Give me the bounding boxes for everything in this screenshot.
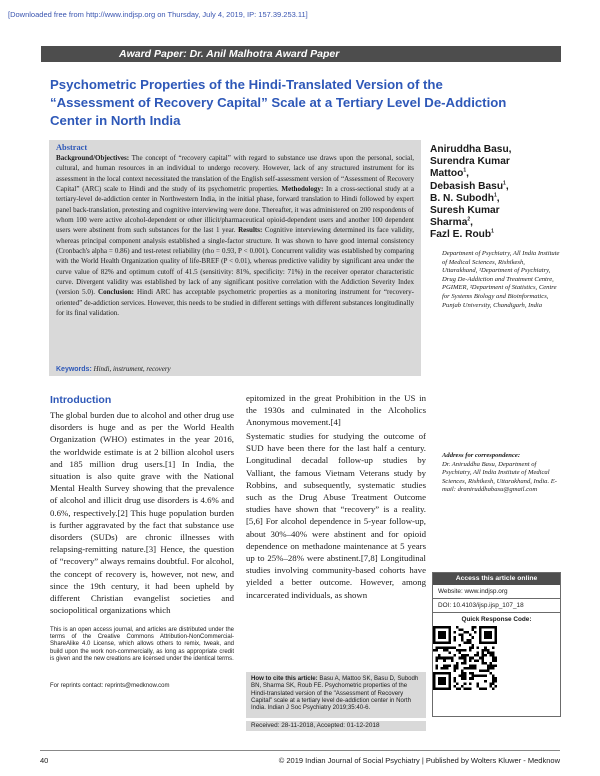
author-line: Suresh Kumar: [430, 205, 500, 217]
abstract-results: Cognitive interviewing determined its face validity, whereas principal component analysis established a single-factor structure. It was shown to have good internal consistency (Cronbach's alpha = 0.86) and test-retest reliability (rho = 0.93, P < 0.001). Concurrent validity was established by comparing with the World Health Organization quality of life-BREF (P < 0.01), whereas predictive validity by significant area under the curve value of 82% and optimum cutoff of 41.5 (sensitivity: 81%, specificity: 71%) in the receiver operator characteristic curve. Divergent validity was established by lack of any significant positive correlation with the Addiction Severity Index (version 5.0).: [56, 226, 414, 297]
footer-divider: [40, 750, 560, 751]
cite-label: How to cite this article:: [251, 675, 318, 682]
abstract-bg-label: Background/Objectives:: [56, 154, 130, 162]
intro-col1-text: The global burden due to alcohol and other drug use disorders is huge and as per the World Health Organization (WHO) estimates in the year 2016, the worldwide estimate is at 2 billion alcohol users and 185 million drug users.[1] In India, the situation is also quite grave with the National Mental Health Survey showing that the prevalence of alcohol and illicit drug use disorders is 4.6% and 0.6%, respectively.[2] This huge population burden is further aggravated by the fact that substance use disorders (SUDs) are chronic illnesses with relapsing-remitting nature.[3] Hence, the question of “recovery” always remains doubtful. For alcohol, the concept of recovery is, however, not new, and since the 19th century, it had been upheld by different Christian evangelist societies and sociopolitical organizations which: [50, 410, 234, 616]
author-line: Fazl E. Roub$^1$: [430, 229, 494, 241]
qr-label: Quick Response Code:: [461, 616, 532, 623]
award-banner: Award Paper: Dr. Anil Malhotra Award Paper: [41, 46, 561, 62]
abstract-bg: The concept of “recovery capital” with regard to substance use draws upon the personal, social, cultural, and human resources in an individual to undergo recovery. However, lack of any structured instrument for its assessment in the local context necessitated the translation of the English self-assessment version of “Assessment of Recovery Capital” (ARC) scale to Hindi and the study of its psychometric properties.: [56, 154, 414, 194]
license-text: This is an open access journal, and articles are distributed under the terms of the Creative Commons Attribution-NonCommercial-ShareAlike 4.0 License, which allows others to remix, tweak, and build upon the work non-commercially, as long as appropriate credit is given and the new creations are licensed under the identical terms.: [50, 627, 234, 662]
keywords-label: Keywords:: [56, 366, 92, 373]
abstract-method: In a cross-sectional study at a tertiary-level de-addiction center in Northwestern India, in the initial phase, forward translation to Hindi followed by expert panel back-translation, pretesting and cognitive interviewing were done. Thereafter, it was administered on 200 respondents of whom 100 were active alcohol-dependent or other illicit/pharmaceutical opioid-dependent users and another 100 dependent users were abstinent from such substances for the last 1 year.: [56, 185, 414, 235]
correspondence-text: Dr. Aniruddha Basu, Department of Psychiatry, All India Institute of Medical Sciences, Rishikesh, Uttarakhand, India. E-mail: draniruddhabasu@gmail.com: [442, 460, 557, 494]
title-line-2: “Assessment of Recovery Capital” Scale at a Tertiary Level De-Addiction: [50, 95, 507, 110]
author-line: Aniruddha Basu,: [430, 144, 512, 155]
dates: Received: 28-11-2018, Accepted: 01-12-2018: [246, 721, 426, 731]
intro-col2-text: Systematic studies for studying the outcome of SUD have been there for the last half a century. Longitudinal decadal follow-up studies by Valliant, the famous Vietnam Veterans study by Robbins, and subsequently, systematic studies such as the Drug Abuse Treatment Outcome studies have shown that “recovery” is a reality.[5,6] For alcohol dependence in 5-year follow-up, about 30%–40% were abstinent and for opioid dependence on methadone maintenance at 5 years up to 25%–28% were abstinent.[7,8] Longitudinal studies involving community-based cohorts have yielded a better outcome. However, among incarcerated individuals, as shown: [246, 431, 426, 600]
author-line: B. N. Subodh$^1$,: [430, 192, 500, 204]
affiliations: Department of Psychiatry, All India Institute of Medical Sciences, Rishikesh, Uttarakhand, ¹Department of Psychiatry, Drug De-Addiction and Treatment Centre, PGIMER, ²Department of Statistics, Centre for Systems Biology and Bioinformatics, Punjab University, Chandigarh, India: [442, 250, 560, 309]
abstract-heading: Abstract: [56, 143, 88, 152]
abstract-box: [49, 140, 421, 373]
keywords-box: [49, 364, 421, 376]
abstract-conclusion: Hindi ARC has acceptable psychometric properties as a monitoring instrument for “recovery-oriented” de-addiction services. However, this needs to be studied in different settings with different substances longitudinally for its final validation.: [56, 288, 414, 318]
intro-col2-top: epitomized in the great Prohibition in the US in the 1930s and culminated in the Alcoholics Anonymous movement.[4]: [246, 393, 426, 428]
doi-link[interactable]: DOI: 10.4103/ijsp.ijsp_107_18: [433, 599, 560, 613]
title-line-3: Center in North India: [50, 113, 181, 128]
citation-box: [246, 672, 426, 718]
author-line: Surendra Kumar: [430, 156, 510, 168]
author-line: Sharma$^2$,: [430, 216, 473, 229]
download-banner: [Downloaded free from http://www.indjsp.org on Thursday, July 4, 2019, IP: 157.39.253.11]: [8, 10, 308, 19]
author-list: [430, 144, 560, 242]
paper-title: [50, 76, 550, 130]
page-number: 40: [40, 756, 49, 765]
title-line-1: Psychometric Properties of the Hindi-Translated Version of the: [50, 77, 443, 92]
intro-heading: Introduction: [50, 394, 112, 406]
abstract-results-label: Results:: [238, 226, 263, 235]
keywords: Hindi, instrument, recovery: [91, 365, 171, 373]
cite-text: Basu A, Mattoo SK, Basu D, Subodh BN, Sharma SK, Roub FE. Psychometric properties of the Hindi-translated version of the "Assessment of Recovery Capital" scale at a tertiary level de-addiction center in North India. Indian J Soc Psychiatry 2019;35:40-6.: [251, 675, 419, 712]
abstract-text: [56, 153, 414, 319]
abstract-method-label: Methodology:: [281, 185, 324, 194]
access-box: [432, 572, 561, 717]
access-heading: Access this article online: [433, 573, 560, 585]
author-line: Mattoo$^1$,: [430, 168, 470, 180]
author-line: Debasish Basu$^1$,: [430, 180, 509, 192]
correspondence-heading: Address for correspondence:: [442, 452, 521, 459]
abstract-conclusion-label: Conclusion:: [97, 288, 135, 297]
correspondence: [442, 452, 560, 495]
qr-code-icon: [433, 626, 497, 690]
website-link[interactable]: Website: www.indjsp.org: [433, 585, 560, 599]
reprints-text: For reprints contact: reprints@medknow.com: [50, 683, 170, 689]
footer-text: © 2019 Indian Journal of Social Psychiatry | Published by Wolters Kluwer - Medknow: [278, 756, 560, 765]
